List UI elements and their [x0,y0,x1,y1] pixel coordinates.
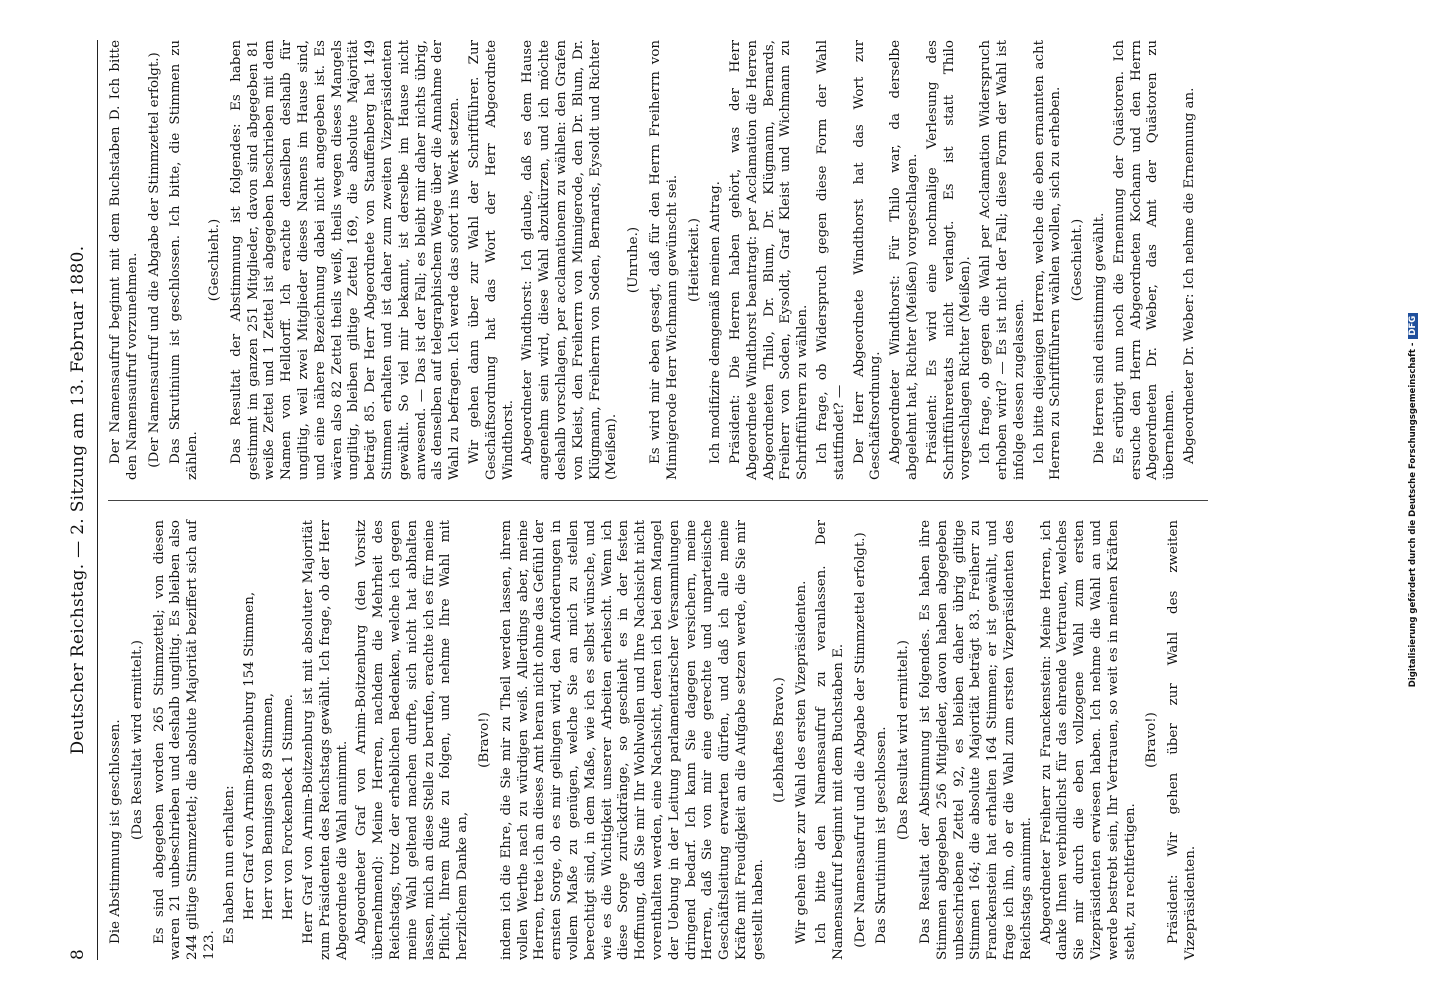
paragraph: Ich modifizire demgemäß meinen Antrag. [708,181,724,464]
stage-direction: (Geschieht.) [1070,218,1086,302]
stage-direction: (Der Namensaufruf und die Abgabe der Stimmzettel erfolgt.) [852,532,868,948]
paragraph: Das Resultat der Abstimmung ist folgendes. Es haben ihre Stimmen abgegeben 256 Mitglieder, davon haben abgegeben unbeschriebene Zettel 92, es bleiben daher übrig giltige Stimmen 164; die absolute Majorität beträgt 83. Freiherr zu Franckenstein hat erhalten 164 Stimmen; er ist gewählt, und frage ich ihn, ob er die Wahl zum ersten Vizepräsidenten des Reichstags annimmt. [918,520,1034,960]
header-rule [97,40,98,960]
paragraph: indem ich die Ehre, die Sie mir zu Theil werden lassen, ihrem vollen Werthe nach zu würdigen weiß. Allerdings aber, meine Herren, trete ich an dieses Amt heran nicht ohne das Gefühl der ernsten Sorge, ob es mir gelingen wird, den Anforderungen in vollem Maße zu genügen, welche Sie an mich zu stellen berechtigt sind, in dem Maße, wie ich es selbst wünsche, und wie es die Wichtigkeit unserer Arbeiten erheischt. Wenn ich diese Sorge zurückdränge, so geschieht es in der festen Hoffnung, daß Sie mir Ihr Wohlwollen und Ihre Nachsicht nicht vorenthalten werden, eine Nachsicht, deren ich bei dem Mangel der Uebung in der Leitung parlamentarischer Versammlungen dringend bedarf. Ich kann Sie dagegen versichern, meine Herren, daß Sie von mir eine gerechte und unparteiische Geschäftsleitung erwarten dürfen, und daß ich alle meine Kräfte mit Freudigkeit an die Aufgabe setzen werde, die Sie mir gestellt haben. [498,520,766,960]
paragraph: Das Skrutinium ist geschlossen. [874,726,890,944]
paragraph: Abgeordneter Windthorst: Für Thilo war, da derselbe abgelehnt hat, Richter (Meißen) vorgeschlagen. [888,40,921,480]
column-divider [108,500,1208,501]
credit-text: Digitalisierung gefördert durch die Deutsche Forschungsgemeinschaft - [1408,342,1418,688]
page-title: Deutscher Reichstag. — 2. Sitzung am 13. Februar 1880. [68,245,88,755]
digitization-credit [1408,0,1418,1000]
paragraph: Ich bitte diejenigen Herren, welche die eben ernannten acht Herren zu Schriftführern wählen wollen, sich zu erheben. [1031,40,1064,480]
paragraph: Es wird mir eben gesagt, daß für den Herrn Freiherrn von Minnigerode Herr Wichmann gewünscht sei. [647,40,680,480]
paragraph: Herr von Forckenbeck 1 Stimme. [281,694,297,920]
paragraph: Abgeordneter Freiherr zu Franckenstein: Meine Herren, ich danke Ihnen verbindlichst für das ehrende Vertrauen, welches Sie mir durch die eben vollzogene Wahl zum ersten Vizepräsidenten erwiesen haben. Ich nehme die Wahl an und werde bestrebt sein, Ihr Vertrauen, so weit es in meinen Kräften steht, zu rechtfertigen. [1038,520,1138,960]
paragraph: Präsident: Die Herren haben gehört, was der Herr Abgeordnete Windthorst beantragt: per Acclamation die Herren Abgeordneten Thilo, Dr. Blum, Dr. Klügmann, Bernards, Freiherr von Soden, Eysoldt, Graf Kleist und Wichmann zu Schriftführern zu wählen. [728,40,811,480]
paragraph: Die Abstimmung ist geschlossen. [108,719,123,944]
paragraph: Abgeordneter Graf von Arnim-Boitzenburg (den Vorsitz übernehmend): Meine Herren, nachdem die Mehrheit des Reichstags, trotz der erheblichen Bedenken, welche ich gegen meine Wahl geltend machen durfte, sich nicht hat abhalten lassen, mich an diese Stelle zu berufen, erachte ich es für meine Pflicht, Ihrem Rufe zu folgen, und nehme Ihre Wahl mit herzlichem Danke an, [354,520,471,960]
paragraph: Herr Graf von Arnim-Boitzenburg ist mit absoluter Majorität zum Präsidenten des Reichstags gewählt. Ich frage, ob der Herr Abgeordnete die Wahl annimmt. [300,520,350,960]
paragraph: Ich bitte den Namensaufruf zu veranlassen. Der Namensaufruf beginnt mit dem Buchstaben E. [814,520,846,960]
stage-direction: (Bravo!) [476,712,492,768]
paragraph: Wir gehen dann über zur Wahl der Schriftführer. Zur Geschäftsordnung hat das Wort der Herr Abgeordnete Windthorst. [466,40,516,480]
page-header [68,40,94,960]
stage-direction: (Bravo!) [1144,712,1160,768]
left-text-column [108,520,1203,960]
paragraph: Abgeordneter Windthorst: Ich glaube, daß es dem Hause angenehm sein wird, diese Wahl abzukürzen, und ich möchte deshalb vorschlagen, per acclamationem zu wählen: den Grafen von Kleist, den Freiherrn von Minnigerode, den Dr. Blum, Dr. Klügmann, Freiherrn von Soden, Bernards, Eysoldt und Richter (Meißen). [520,40,620,480]
paragraph: Der Namensaufruf beginnt mit dem Buchstaben D. Ich bitte den Namensaufruf vorzunehmen. [108,40,140,480]
dfg-logo: DFG [1408,313,1418,339]
right-text-column [108,40,1202,480]
stage-direction: (Heiterkeit.) [686,218,702,302]
paragraph: Das Resultat der Abstimmung ist folgendes: Es haben gestimmt im ganzen 251 Mitglieder, davon sind abgegeben 81 weiße Zettel und 1 Zettel ist abgegeben beschrieben mit dem Namen von Helldorff. Ich erachte denselben deshalb für ungiltig, weil zwei Mitglieder dieses Namens im Hause sind, und eine nähere Bezeichnung dabei nicht angegeben ist. Es wären also 82 Zettel theils weiß, theils wegen dieses Mangels ungiltig, bleiben giltige Zettel 169, die absolute Majorität beträgt 85. Der Herr Abgeordnete von Stauffenberg hat 149 Stimmen erhalten und ist daher zum zweiten Vizepräsidenten gewählt. So viel mir bekannt, ist derselbe im Hause nicht anwesend. — Das ist der Fall; es bleibt mir daher nichts übrig, als denselben auf telegraphischem Wege über die Annahme der Wahl zu befragen. Ich werde das sofort ins Werk setzen. [228,40,463,480]
paragraph: Präsident: Wir gehen über zur Wahl des zweiten Vizepräsidenten. [1166,520,1199,960]
stage-direction: (Unruhe.) [626,226,642,294]
stage-direction: (Geschieht.) [206,218,222,302]
paragraph: Es erübrigt nun noch die Ernennung der Quästoren. Ich ersuche den Herrn Abgeordneten Kochann und den Herrn Abgeordneten Dr. Weber, das Amt der Quästoren zu übernehmen. [1111,40,1178,480]
paragraph: Herr von Bennigsen 89 Stimmen, [261,692,277,920]
stage-direction: (Der Namensaufruf und die Abgabe der Stimmzettel erfolgt.) [146,52,162,468]
paragraph: Ich frage, ob Widerspruch gegen diese Form der Wahl stattfindet? — [815,40,847,480]
paragraph: Abgeordneter Dr. Weber: Ich nehme die Ernennung an. [1182,87,1198,464]
paragraph: Es sind abgegeben worden 265 Stimmzettel; von diesen waren 21 unbeschrieben und deshalb ungiltig. Es bleiben also 244 giltige Stimmzettel; die absolute Majorität beziffert sich auf 123. [151,520,217,960]
paragraph: Die Herren sind einstimmig gewählt. [1092,212,1108,464]
paragraph: Der Herr Abgeordnete Windthorst hat das Wort zur Geschäftsordnung. [851,40,884,480]
paragraph: Präsident: Es wird eine nochmalige Verlesung des Schriftführeretats nicht verlangt. Es ist statt Thilo vorgeschlagen Richter (Meißen). [924,40,974,480]
stage-direction: (Das Resultat wird ermittelt.) [129,640,145,840]
page-number: 8 [68,948,88,960]
stage-direction: (Das Resultat wird ermittelt.) [896,640,912,840]
stage-direction: (Lebhaftes Bravo.) [772,677,788,803]
paragraph: Das Skrutinium ist geschlossen. Ich bitte, die Stimmen zu zählen. [168,40,201,480]
paragraph: Herr Graf von Arnim-Boitzenburg 154 Stimmen, [241,591,257,920]
paragraph: Wir gehen über zur Wahl des ersten Vizepräsidenten. [794,580,810,944]
paragraph: Ich frage, ob gegen die Wahl per Acclamation Widerspruch erhoben wird? — Es ist nicht der Fall; diese Form der Wahl ist infolge dessen zugelassen. [978,40,1027,480]
paragraph: Es haben nun erhalten: [221,785,237,944]
